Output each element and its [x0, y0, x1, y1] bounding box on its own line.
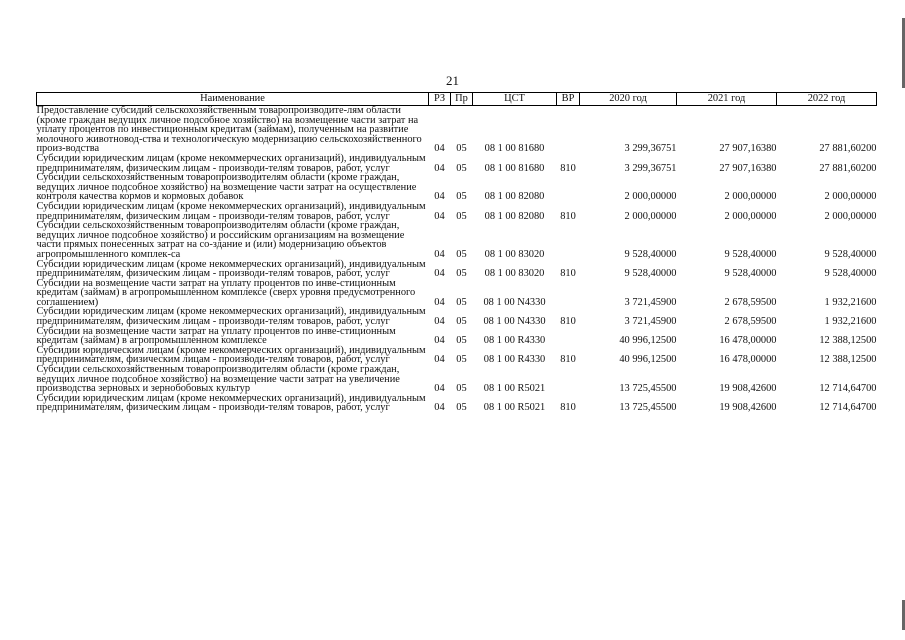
row-pr: 05 — [456, 191, 467, 203]
row-cst: 08 1 00 83020 — [484, 248, 545, 260]
table-row — [37, 202, 877, 221]
row-vr — [557, 221, 580, 259]
row-name: Субсидии на возмещение части затрат на уплату процентов по инве-стиционным кредитам (займам) в агропромышленном комплексе (сверх уровня предусмотренного соглашением) — [36, 277, 416, 308]
row-2022: 1 932,21600 — [824, 316, 877, 328]
row-rz: 04 — [434, 296, 445, 308]
table-row — [37, 327, 877, 346]
row-vr: 810 — [560, 210, 576, 222]
row-2020: 13 725,45500 — [619, 383, 677, 395]
row-2020: 3 721,45900 — [624, 296, 677, 308]
row-2020: 3 299,36751 — [624, 143, 677, 155]
row-rz: 04 — [434, 316, 445, 328]
row-pr: 05 — [456, 268, 467, 280]
row-vr — [557, 327, 580, 346]
row-2022: 1 932,21600 — [824, 296, 877, 308]
row-vr: 810 — [560, 402, 576, 414]
row-2021: 27 907,16380 — [719, 143, 777, 155]
row-rz: 04 — [434, 162, 445, 174]
row-cst: 08 1 00 R4330 — [483, 354, 546, 366]
row-cst: 08 1 00 81680 — [484, 143, 545, 155]
row-rz: 04 — [434, 143, 445, 155]
budget-table — [36, 92, 877, 413]
row-2020: 9 528,40000 — [624, 268, 677, 280]
row-vr — [557, 279, 580, 308]
row-name: Субсидии юридическим лицам (кроме некоммерческих организаций), индивидуальным предпринимателям, физическим лицам - производи-телям товаров, работ, услуг — [36, 258, 426, 280]
table-row — [37, 279, 877, 308]
row-2021: 9 528,40000 — [724, 268, 777, 280]
table-row — [37, 307, 877, 326]
row-rz: 04 — [434, 268, 445, 280]
header-vr: ВР — [557, 93, 580, 106]
row-pr: 05 — [456, 383, 467, 395]
table-row — [37, 106, 877, 154]
row-2021: 9 528,40000 — [724, 248, 777, 260]
row-cst: 08 1 00 R5021 — [483, 383, 546, 395]
header-2021: 2021 год — [677, 93, 777, 106]
row-cst: 08 1 00 81680 — [484, 162, 545, 174]
row-rz: 04 — [434, 402, 445, 414]
table-row — [37, 154, 877, 173]
row-2021: 16 478,00000 — [719, 354, 777, 366]
row-2022: 9 528,40000 — [824, 268, 877, 280]
row-2020: 40 996,12500 — [619, 335, 677, 347]
table-row — [37, 173, 877, 202]
header-pr: Пр — [451, 93, 473, 106]
row-vr — [557, 173, 580, 202]
row-rz: 04 — [434, 248, 445, 260]
row-pr: 05 — [456, 248, 467, 260]
row-vr — [557, 365, 580, 394]
row-cst: 08 1 00 N4330 — [483, 316, 546, 328]
row-vr: 810 — [560, 354, 576, 366]
page-number: 21 — [446, 73, 459, 88]
row-cst: 08 1 00 R5021 — [483, 402, 546, 414]
row-2021: 27 907,16380 — [719, 162, 777, 174]
row-name: Субсидии юридическим лицам (кроме некоммерческих организаций), индивидуальным предпринимателям, физическим лицам - производи-телям товаров, работ, услуг — [36, 152, 426, 174]
row-2020: 2 000,00000 — [624, 191, 677, 203]
table-row — [37, 221, 877, 259]
row-name: Субсидии на возмещение части затрат на уплату процентов по инве-стиционным кредитам (займам) в агропромышленном комплексе — [36, 325, 396, 347]
row-vr: 810 — [560, 268, 576, 280]
row-2022: 12 388,12500 — [819, 335, 877, 347]
row-pr: 05 — [456, 316, 467, 328]
row-pr: 05 — [456, 402, 467, 414]
row-2022: 2 000,00000 — [824, 191, 877, 203]
header-name: Наименование — [37, 93, 429, 106]
row-name: Субсидии юридическим лицам (кроме некоммерческих организаций), индивидуальным предпринимателям, физическим лицам - производи-телям товаров, работ, услуг — [36, 306, 426, 328]
row-name: Предоставление субсидий сельскохозяйственным товаропроизводите-лям области (кроме граждан ведущих личное подсобное хозяйство) на возмещение части затрат на уплату процентов по инвестиционным кредитам (займам), полученным на развитие молочного животновод-ства и технологическую модернизацию сельскохозяйственного произ-водства — [36, 105, 422, 155]
row-rz: 04 — [434, 210, 445, 222]
row-2022: 27 881,60200 — [819, 143, 877, 155]
row-cst: 08 1 00 83020 — [484, 268, 545, 280]
row-pr: 05 — [456, 296, 467, 308]
row-2021: 2 000,00000 — [724, 191, 777, 203]
header-rz: РЗ — [429, 93, 451, 106]
row-2022: 27 881,60200 — [819, 162, 877, 174]
row-2021: 19 908,42600 — [719, 402, 777, 414]
row-cst: 08 1 00 82080 — [484, 210, 545, 222]
row-rz: 04 — [434, 354, 445, 366]
row-pr: 05 — [456, 354, 467, 366]
table-row — [37, 346, 877, 365]
row-cst: 08 1 00 N4330 — [483, 296, 546, 308]
row-2021: 2 678,59500 — [724, 316, 777, 328]
table-row — [37, 260, 877, 279]
row-2020: 40 996,12500 — [619, 354, 677, 366]
row-cst: 08 1 00 R4330 — [483, 335, 546, 347]
row-2020: 9 528,40000 — [624, 248, 677, 260]
row-2021: 2 678,59500 — [724, 296, 777, 308]
row-2022: 12 388,12500 — [819, 354, 877, 366]
row-rz: 04 — [434, 383, 445, 395]
table-row — [37, 365, 877, 394]
row-pr: 05 — [456, 335, 467, 347]
row-rz: 04 — [434, 335, 445, 347]
header-cst: ЦСТ — [473, 93, 557, 106]
row-name: Субсидии сельскохозяйственным товаропроизводителям области (кроме граждан, ведущих личное подсобное хозяйство) на возмещение части затрат на увеличение производства зерновых и зернобобовых культур — [36, 364, 400, 395]
row-name: Субсидии юридическим лицам (кроме некоммерческих организаций), индивидуальным предпринимателям, физическим лицам - производи-телям товаров, работ, услуг — [36, 200, 426, 222]
row-rz: 04 — [434, 191, 445, 203]
row-2020: 3 721,45900 — [624, 316, 677, 328]
row-name: Субсидии сельскохозяйственным товаропроизводителям области (кроме граждан, ведущих личное подсобное хозяйство) на возмещение части затрат на осуществление контроля качества кормов и кормовых добавок — [36, 172, 417, 203]
row-vr — [557, 106, 580, 154]
row-vr: 810 — [560, 162, 576, 174]
row-name: Субсидии сельскохозяйственным товаропроизводителям области (кроме граждан, ведущих личное подсобное хозяйство) и российским организациям на возмещение части прямых понесенных затрат на со-здание и (или) модернизацию объектов агропромышленного комплек-са — [36, 220, 405, 260]
row-name: Субсидии юридическим лицам (кроме некоммерческих организаций), индивидуальным предпринимателям, физическим лицам - производи-телям товаров, работ, услуг — [36, 392, 426, 414]
row-pr: 05 — [456, 210, 467, 222]
header-2022: 2022 год — [777, 93, 877, 106]
row-pr: 05 — [456, 162, 467, 174]
row-2022: 12 714,64700 — [819, 383, 877, 395]
header-2020: 2020 год — [580, 93, 677, 106]
row-2022: 12 714,64700 — [819, 402, 877, 414]
row-2022: 9 528,40000 — [824, 248, 877, 260]
row-2022: 2 000,00000 — [824, 210, 877, 222]
row-2021: 16 478,00000 — [719, 335, 777, 347]
table-row — [37, 394, 877, 413]
header-row — [37, 93, 877, 106]
row-2021: 19 908,42600 — [719, 383, 777, 395]
row-2020: 2 000,00000 — [624, 210, 677, 222]
row-2020: 3 299,36751 — [624, 162, 677, 174]
row-2021: 2 000,00000 — [724, 210, 777, 222]
row-vr: 810 — [560, 316, 576, 328]
row-name: Субсидии юридическим лицам (кроме некоммерческих организаций), индивидуальным предпринимателям, физическим лицам - производи-телям товаров, работ, услуг — [36, 344, 426, 366]
row-2020: 13 725,45500 — [619, 402, 677, 414]
row-pr: 05 — [456, 143, 467, 155]
row-cst: 08 1 00 82080 — [484, 191, 545, 203]
